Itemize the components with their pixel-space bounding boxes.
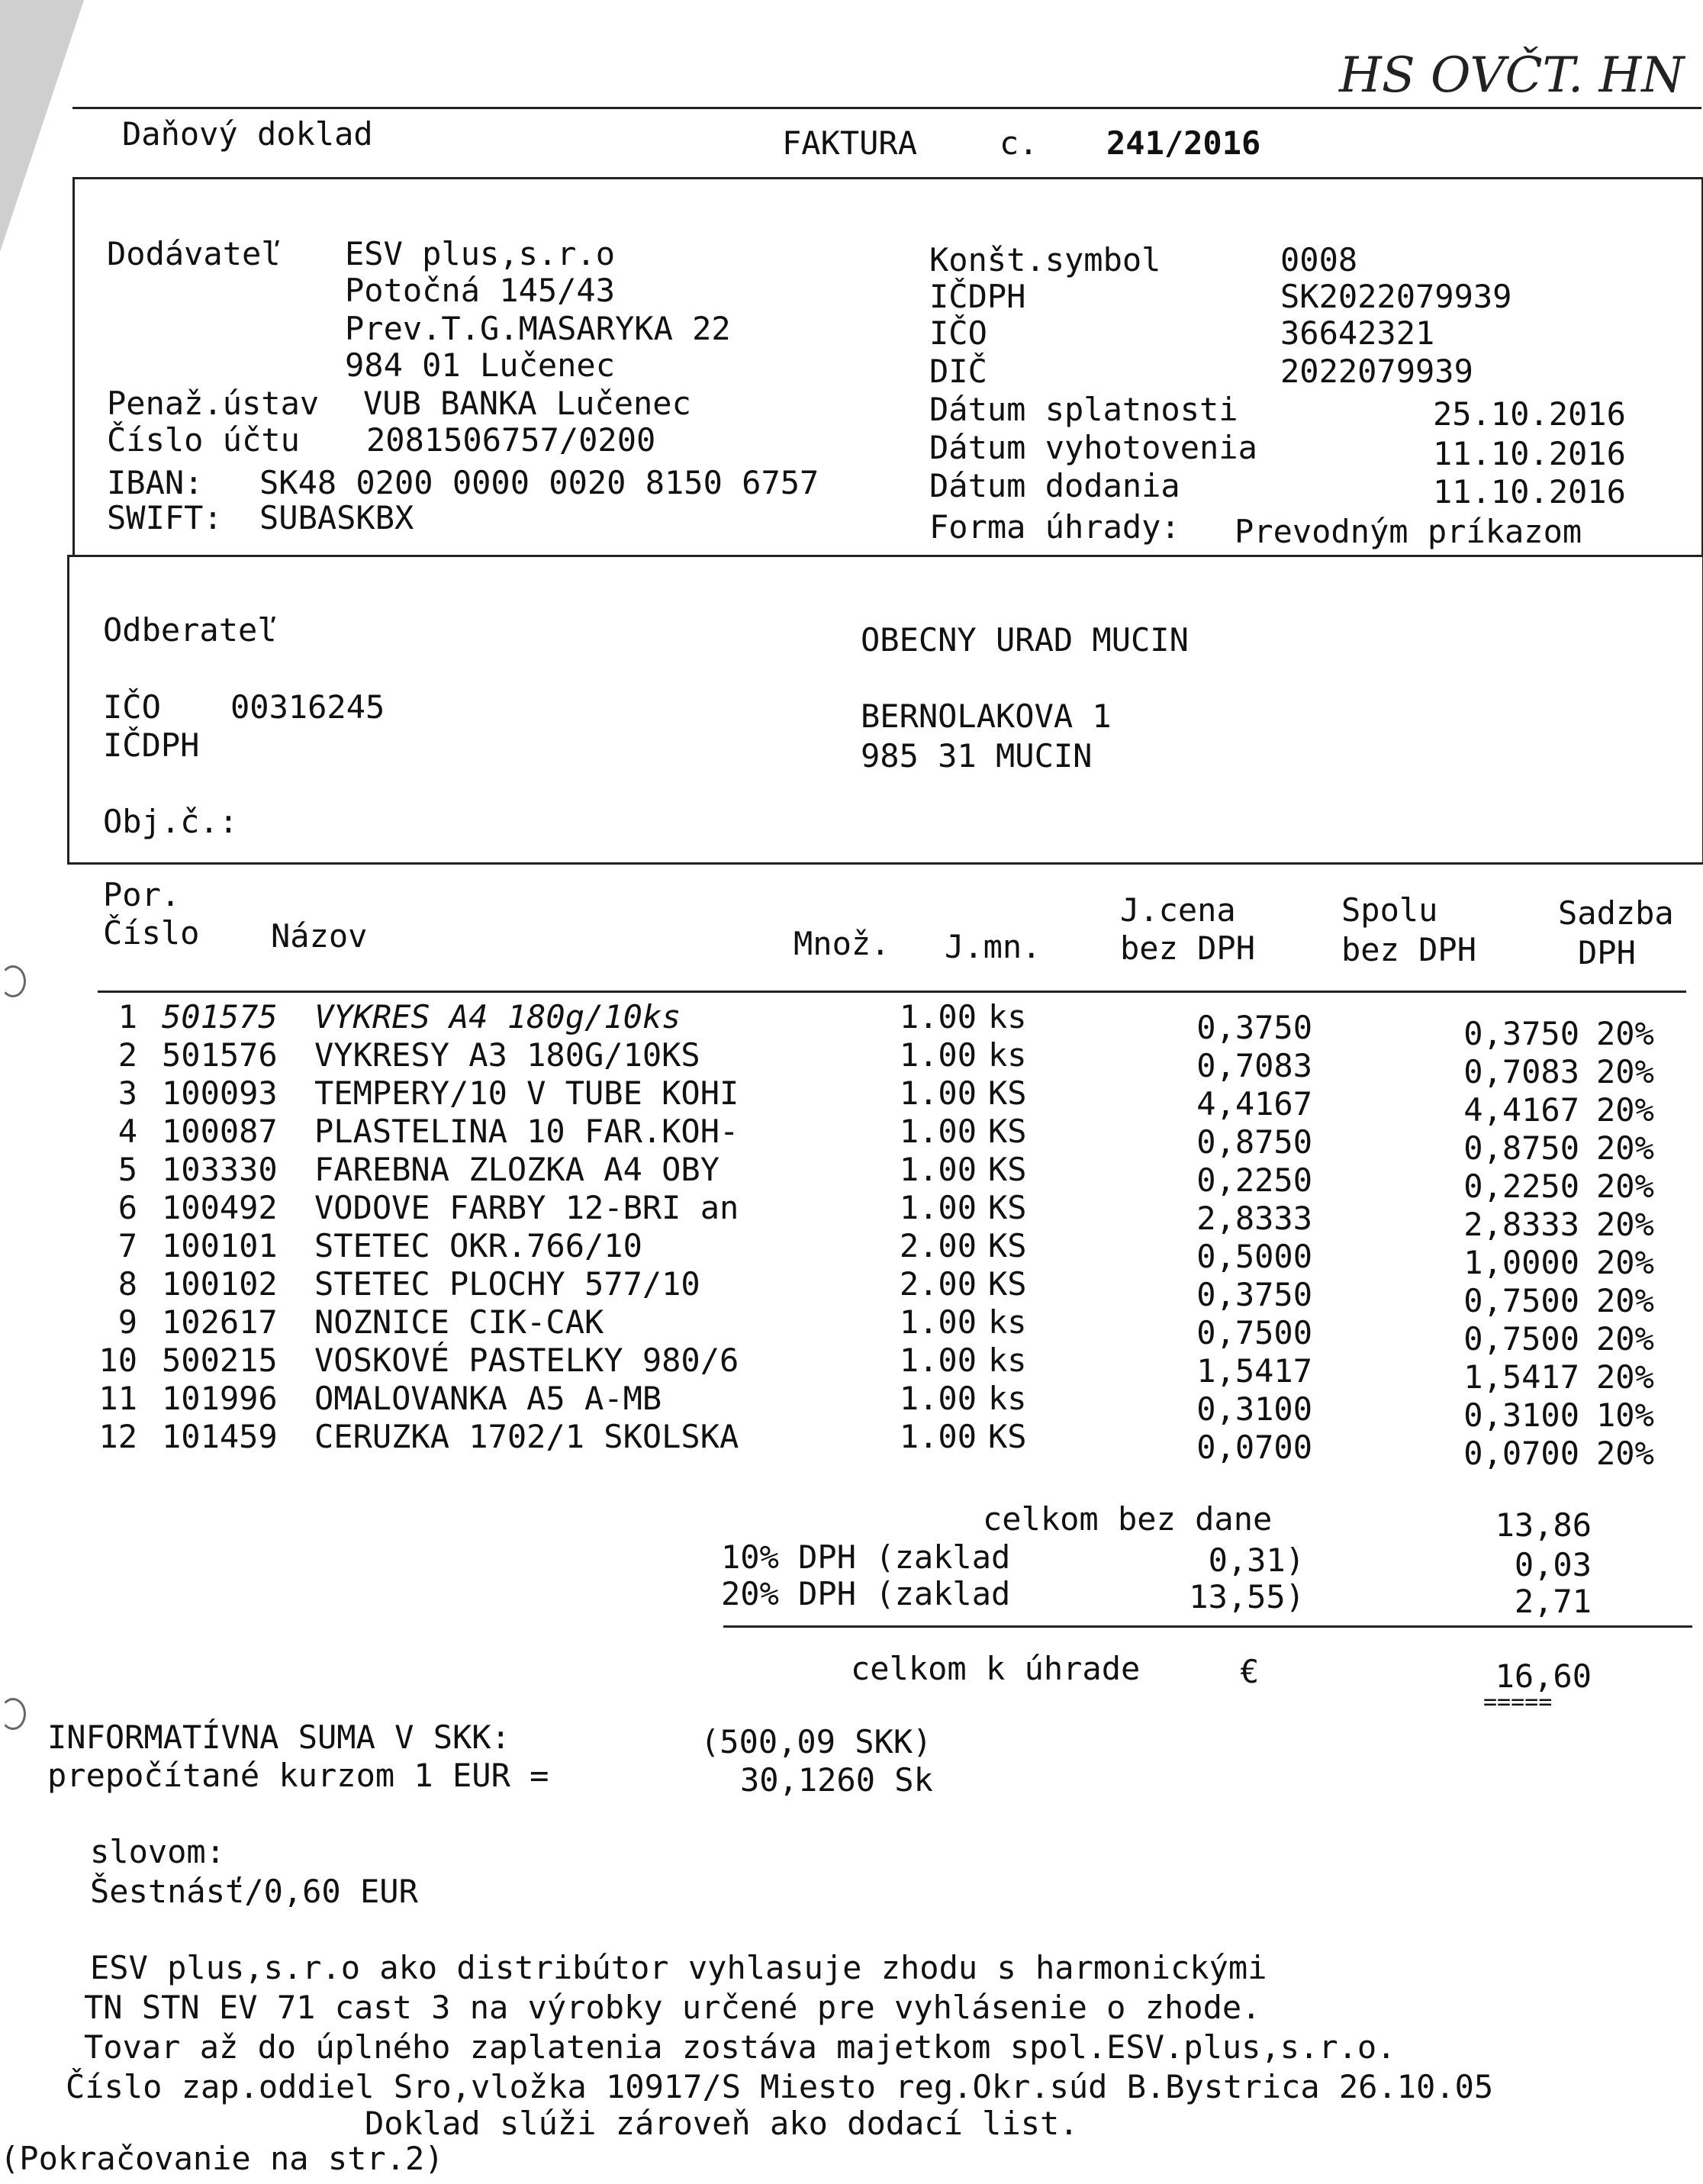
table-row — [0, 1303, 1703, 1358]
supplier-branch: Prev.T.G.MASARYKA 22 — [345, 310, 731, 347]
invoice-c: c. — [1000, 124, 1038, 162]
row-vat: 20% — [1596, 1129, 1654, 1167]
row-qty: 1.00 — [899, 1380, 977, 1417]
table-row — [0, 1151, 1703, 1205]
row-total: 0,7500 — [1463, 1282, 1579, 1319]
table-row — [0, 1342, 1703, 1396]
row-unit: KS — [988, 1265, 1027, 1303]
row-price: 2,8333 — [1196, 1200, 1312, 1237]
row-name: CERUZKA 1702/1 SKOLSKA — [314, 1418, 739, 1455]
row-name: STETEC PLOCHY 577/10 — [314, 1265, 700, 1303]
words-label: slovom: — [90, 1833, 226, 1870]
row-price: 1,5417 — [1196, 1352, 1312, 1390]
row-qty: 1.00 — [899, 1303, 977, 1341]
row-qty: 1.00 — [899, 1151, 977, 1188]
punch-hole-mark — [0, 1698, 26, 1730]
row-vat: 20% — [1596, 1091, 1654, 1129]
bank-label: Penaž.ústav — [107, 385, 320, 422]
row-code: 100093 — [162, 1074, 278, 1112]
supplier-label: Dodávateľ — [107, 235, 281, 272]
table-header-rule — [98, 991, 1686, 993]
row-vat: 20% — [1596, 1015, 1654, 1052]
row-code: 100101 — [162, 1227, 278, 1264]
skk-info-label: INFORMATÍVNA SUMA V SKK: — [47, 1719, 510, 1756]
row-total: 4,4167 — [1463, 1091, 1579, 1129]
account-label: Číslo účtu — [107, 421, 300, 459]
row-price: 0,3100 — [1196, 1390, 1312, 1428]
row-number: 9 — [118, 1303, 137, 1341]
vat10-value: 0,03 — [1514, 1546, 1592, 1583]
row-vat: 20% — [1596, 1053, 1654, 1090]
col-header-cislo: Číslo — [103, 914, 200, 952]
row-total: 0,7500 — [1463, 1320, 1579, 1358]
meta-value: 11.10.2016 — [1433, 473, 1626, 511]
meta-value: 25.10.2016 — [1433, 395, 1626, 433]
table-row — [0, 1036, 1703, 1090]
row-number: 2 — [118, 1036, 137, 1074]
grand-total-underline: ===== — [1483, 1689, 1553, 1715]
col-header-jcena-sub: bez DPH — [1120, 929, 1256, 967]
exchange-rate-value: 30,1260 Sk — [740, 1761, 933, 1799]
row-name: OMALOVANKA A5 A-MB — [314, 1380, 662, 1417]
row-number: 3 — [118, 1074, 137, 1112]
row-price: 0,8750 — [1196, 1123, 1312, 1161]
row-number: 4 — [118, 1113, 137, 1150]
row-unit: ks — [988, 1303, 1027, 1341]
row-price: 0,3750 — [1196, 1009, 1312, 1046]
row-name: STETEC OKR.766/10 — [314, 1227, 642, 1264]
customer-ico: 00316245 — [230, 688, 385, 726]
invoice-number: 241/2016 — [1106, 124, 1261, 162]
vat10-label: 10% DPH (zaklad — [721, 1538, 1011, 1576]
swift-label: SWIFT: — [107, 499, 223, 536]
row-total: 0,7083 — [1463, 1053, 1579, 1090]
col-header-spolu-sub: bez DPH — [1341, 931, 1477, 968]
payment-label: Forma úhrady: — [929, 508, 1180, 546]
row-code: 101996 — [162, 1380, 278, 1417]
meta-value: 2022079939 — [1280, 353, 1473, 390]
summary-rule — [723, 1625, 1692, 1628]
row-name: VOSKOVÉ PASTELKY 980/6 — [314, 1342, 739, 1379]
row-number: 8 — [118, 1265, 137, 1303]
footer-line: ESV plus,s.r.o ako distribútor vyhlasuje zhodu s harmonickými — [90, 1949, 1267, 1986]
table-row — [0, 1265, 1703, 1319]
row-code: 102617 — [162, 1303, 278, 1341]
row-number: 7 — [118, 1227, 137, 1264]
row-vat: 20% — [1596, 1206, 1654, 1243]
col-header-spolu: Spolu — [1341, 891, 1438, 929]
row-unit: ks — [988, 1342, 1027, 1379]
col-header-sadzba-sub: DPH — [1578, 934, 1636, 971]
customer-ico-label: IČO — [103, 688, 161, 726]
row-total: 0,8750 — [1463, 1129, 1579, 1167]
supplier-city: 984 01 Lučenec — [345, 346, 616, 384]
payment-value: Prevodným príkazom — [1235, 513, 1582, 550]
customer-name: OBECNY URAD MUCIN — [861, 621, 1189, 659]
table-row — [0, 1380, 1703, 1434]
row-qty: 1.00 — [899, 1418, 977, 1455]
folded-corner — [0, 0, 84, 252]
table-row — [0, 1113, 1703, 1167]
currency-symbol: € — [1240, 1653, 1260, 1690]
row-total: 0,3100 — [1463, 1396, 1579, 1434]
row-price: 0,5000 — [1196, 1238, 1312, 1275]
meta-label: IČDPH — [929, 278, 1026, 315]
row-code: 103330 — [162, 1151, 278, 1188]
meta-value: 0008 — [1280, 241, 1358, 279]
row-qty: 1.00 — [899, 1189, 977, 1226]
row-code: 500215 — [162, 1342, 278, 1379]
meta-label: IČO — [929, 314, 987, 352]
table-row — [0, 1227, 1703, 1281]
customer-city: 985 31 MUCIN — [861, 737, 1093, 775]
meta-label: Dátum splatnosti — [929, 391, 1238, 428]
row-number: 10 — [98, 1342, 137, 1379]
row-vat: 20% — [1596, 1168, 1654, 1205]
row-code: 501575 — [162, 998, 278, 1036]
row-price: 0,7500 — [1196, 1314, 1312, 1351]
row-qty: 2.00 — [899, 1265, 977, 1303]
row-total: 2,8333 — [1463, 1206, 1579, 1243]
row-unit: ks — [988, 998, 1027, 1036]
row-name: PLASTELINA 10 FAR.KOH- — [314, 1113, 739, 1150]
row-vat: 20% — [1596, 1435, 1654, 1472]
grand-total-label: celkom k úhrade — [851, 1650, 1141, 1687]
invoice-label: FAKTURA — [782, 124, 918, 162]
header-top-rule — [72, 107, 1701, 109]
row-vat: 20% — [1596, 1358, 1654, 1396]
vat10-base: 0,31) — [1208, 1541, 1305, 1579]
doc-type: Daňový doklad — [122, 115, 373, 153]
meta-value: 36642321 — [1280, 314, 1435, 352]
row-number: 5 — [118, 1151, 137, 1188]
row-vat: 10% — [1596, 1396, 1654, 1434]
row-unit: KS — [988, 1418, 1027, 1455]
customer-label: Odberateľ — [103, 611, 277, 649]
continuation-note: (Pokračovanie na str.2) — [0, 2140, 444, 2177]
row-total: 0,3750 — [1463, 1015, 1579, 1052]
row-name: VODOVE FARBY 12-BRI an — [314, 1189, 739, 1226]
row-name: VYKRES A4 180g/10ks — [314, 998, 681, 1036]
meta-label: Konšt.symbol — [929, 241, 1161, 279]
row-vat: 20% — [1596, 1244, 1654, 1281]
row-number: 11 — [98, 1380, 137, 1417]
supplier-street: Potočná 145/43 — [345, 272, 616, 309]
row-name: TEMPERY/10 V TUBE KOHI — [314, 1074, 739, 1112]
row-qty: 1.00 — [899, 1113, 977, 1150]
row-qty: 1.00 — [899, 1036, 977, 1074]
row-number: 12 — [98, 1418, 137, 1455]
meta-value: 11.10.2016 — [1433, 435, 1626, 472]
order-number-label: Obj.č.: — [103, 803, 239, 840]
col-header-nazov: Názov — [271, 917, 368, 955]
col-header-jmn: J.mn. — [945, 928, 1041, 965]
row-vat: 20% — [1596, 1320, 1654, 1358]
row-total: 1,0000 — [1463, 1244, 1579, 1281]
account-number: 2081506757/0200 — [366, 421, 656, 459]
iban-label: IBAN: — [107, 464, 204, 501]
swift-value: SUBASKBX — [259, 499, 414, 536]
table-row — [0, 1189, 1703, 1243]
footer-line: Tovar až do úplného zaplatenia zostáva majetkom spol.ESV.plus,s.r.o. — [84, 2028, 1396, 2066]
col-header-jcena: J.cena — [1120, 891, 1236, 929]
punch-hole-mark — [0, 965, 26, 997]
row-unit: ks — [988, 1380, 1027, 1417]
net-total-label: celkom bez dane — [983, 1500, 1273, 1538]
footer-line: Číslo zap.oddiel Sro,vložka 10917/S Miesto reg.Okr.súd B.Bystrica 26.10.05 — [66, 2068, 1494, 2105]
row-code: 101459 — [162, 1418, 278, 1455]
meta-label: Dátum vyhotovenia — [929, 429, 1257, 466]
col-header-por: Por. — [103, 876, 181, 913]
table-row — [0, 1418, 1703, 1472]
row-qty: 1.00 — [899, 1342, 977, 1379]
supplier-name: ESV plus,s.r.o — [345, 235, 616, 272]
row-qty: 2.00 — [899, 1227, 977, 1264]
customer-icdph-label: IČDPH — [103, 726, 200, 764]
col-header-mnoz: Množ. — [794, 925, 890, 962]
footer-line: TN STN EV 71 cast 3 na výrobky určené pre vyhlásenie o zhode. — [84, 1989, 1261, 2026]
meta-label: Dátum dodania — [929, 467, 1180, 504]
skk-info-value: (500,09 SKK) — [700, 1723, 932, 1760]
row-total: 1,5417 — [1463, 1358, 1579, 1396]
row-price: 0,0700 — [1196, 1429, 1312, 1466]
table-row — [0, 1074, 1703, 1129]
row-total: 0,0700 — [1463, 1435, 1579, 1472]
row-code: 100492 — [162, 1189, 278, 1226]
words-value: Šestnásť/0,60 EUR — [90, 1873, 418, 1910]
vat20-base: 13,55) — [1189, 1578, 1305, 1615]
row-price: 0,7083 — [1196, 1047, 1312, 1084]
row-code: 100087 — [162, 1113, 278, 1150]
row-unit: KS — [988, 1189, 1027, 1226]
row-price: 4,4167 — [1196, 1085, 1312, 1123]
row-qty: 1.00 — [899, 998, 977, 1036]
customer-street: BERNOLAKOVA 1 — [861, 697, 1112, 735]
table-row — [0, 998, 1703, 1052]
net-total-value: 13,86 — [1495, 1506, 1592, 1544]
row-code: 501576 — [162, 1036, 278, 1074]
row-qty: 1.00 — [899, 1074, 977, 1112]
row-unit: ks — [988, 1036, 1027, 1074]
bank-name: VUB BANKA Lučenec — [363, 385, 691, 422]
grand-total-value: 16,60 — [1495, 1657, 1592, 1695]
row-number: 1 — [118, 998, 137, 1036]
handwritten-note: HS OVČT. HN — [1339, 47, 1685, 104]
footer-line: Doklad slúži zároveň ako dodací list. — [365, 2105, 1079, 2142]
vat20-label: 20% DPH (zaklad — [721, 1575, 1011, 1612]
row-name: VYKRESY A3 180G/10KS — [314, 1036, 700, 1074]
row-unit: KS — [988, 1074, 1027, 1112]
meta-value: SK2022079939 — [1280, 278, 1512, 315]
row-vat: 20% — [1596, 1282, 1654, 1319]
row-name: FAREBNA ZLOZKA A4 OBY — [314, 1151, 720, 1188]
row-name: NOZNICE CIK-CAK — [314, 1303, 604, 1341]
exchange-rate-label: prepočítané kurzom 1 EUR = — [47, 1757, 549, 1794]
row-code: 100102 — [162, 1265, 278, 1303]
meta-label: DIČ — [929, 353, 987, 390]
row-price: 0,3750 — [1196, 1276, 1312, 1313]
row-price: 0,2250 — [1196, 1161, 1312, 1199]
iban-value: SK48 0200 0000 0020 8150 6757 — [259, 464, 819, 501]
col-header-sadzba: Sadzba — [1558, 894, 1674, 932]
row-unit: KS — [988, 1227, 1027, 1264]
row-total: 0,2250 — [1463, 1168, 1579, 1205]
vat20-value: 2,71 — [1514, 1583, 1592, 1620]
row-unit: KS — [988, 1113, 1027, 1150]
row-unit: KS — [988, 1151, 1027, 1188]
row-number: 6 — [118, 1189, 137, 1226]
